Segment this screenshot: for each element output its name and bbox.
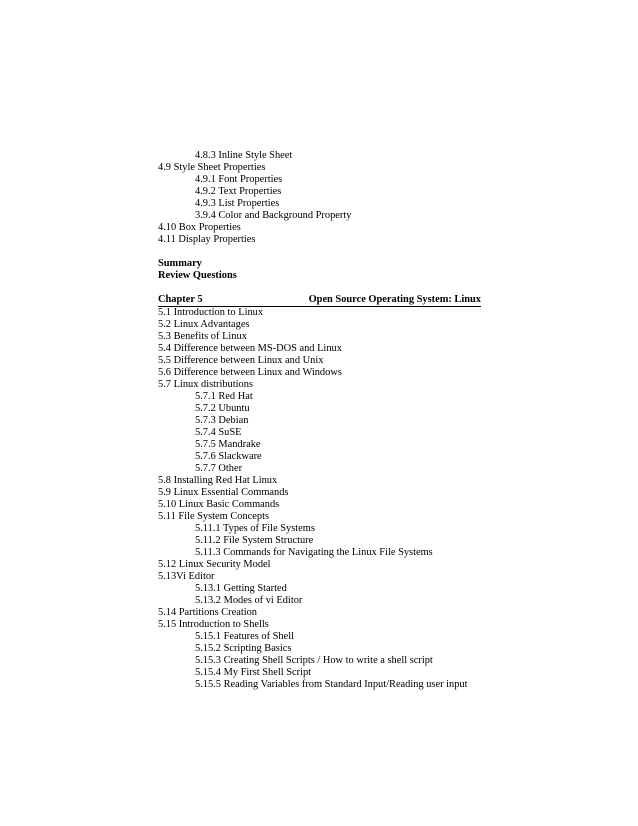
toc-entry: 5.7.3 Debian (195, 415, 249, 426)
chapter-label: Chapter 5 (158, 294, 203, 305)
toc-entry: 5.2 Linux Advantages (158, 319, 250, 330)
toc-entry: 4.9.3 List Properties (195, 198, 280, 209)
toc-entry: 5.12 Linux Security Model (158, 559, 271, 570)
chapter-title: Open Source Operating System: Linux (308, 294, 481, 305)
toc-entry: 5.4 Difference between MS-DOS and Linux (158, 343, 342, 354)
toc-entry: 5.10 Linux Basic Commands (158, 499, 280, 510)
summary-heading: Summary (158, 258, 202, 269)
review-questions-heading: Review Questions (158, 270, 237, 281)
chapter-5-list (158, 307, 488, 691)
toc-entry: 5.1 Introduction to Linux (158, 307, 264, 318)
toc-entry: 4.8.3 Inline Style Sheet (195, 150, 293, 161)
toc-entry: 5.15.1 Features of Shell (195, 631, 294, 642)
toc-entry: 5.13Vi Editor (158, 571, 215, 582)
toc-entry: 5.3 Benefits of Linux (158, 331, 247, 342)
table-of-contents (158, 150, 488, 691)
toc-entry: 5.7.4 SuSE (195, 427, 242, 438)
toc-entry: 4.9.1 Font Properties (195, 174, 283, 185)
toc-entry: 5.7.7 Other (195, 463, 243, 474)
toc-entry: 5.8 Installing Red Hat Linux (158, 475, 278, 486)
toc-entry: 5.15 Introduction to Shells (158, 619, 269, 630)
toc-entry: 5.11.1 Types of File Systems (195, 523, 315, 534)
toc-entry: 5.14 Partitions Creation (158, 607, 257, 618)
toc-entry: 4.9 Style Sheet Properties (158, 162, 266, 173)
toc-entry: 5.15.5 Reading Variables from Standard Input/Reading user input (195, 679, 468, 690)
spacer (158, 282, 488, 294)
toc-entry: 5.13.1 Getting Started (195, 583, 287, 594)
toc-entry: 5.15.3 Creating Shell Scripts / How to write a shell script (195, 655, 433, 666)
toc-entry: 5.9 Linux Essential Commands (158, 487, 289, 498)
toc-entry: 5.7.2 Ubuntu (195, 403, 250, 414)
toc-entry: 5.7.6 Slackware (195, 451, 262, 462)
toc-entry: 5.11 File System Concepts (158, 511, 270, 522)
toc-entry: 5.15.2 Scripting Basics (195, 643, 292, 654)
toc-entry: 5.11.2 File System Structure (195, 535, 314, 546)
chapter-5-heading (158, 294, 481, 307)
toc-entry: 5.6 Difference between Linux and Windows (158, 367, 342, 378)
toc-entry: 5.7.5 Mandrake (195, 439, 261, 450)
toc-entry: 5.15.4 My First Shell Script (195, 667, 312, 678)
toc-entry: 4.9.2 Text Properties (195, 186, 282, 197)
toc-entry: 5.7.1 Red Hat (195, 391, 253, 402)
toc-entry: 5.11.3 Commands for Navigating the Linux File Systems (195, 547, 433, 558)
toc-entry: 5.7 Linux distributions (158, 379, 253, 390)
section-4-list (158, 150, 488, 246)
toc-entry: 5.5 Difference between Linux and Unix (158, 355, 324, 366)
toc-entry: 4.11 Display Properties (158, 234, 256, 245)
toc-entry: 4.10 Box Properties (158, 222, 241, 233)
toc-entry: 3.9.4 Color and Background Property (195, 210, 352, 221)
spacer (158, 246, 488, 258)
toc-entry: 5.13.2 Modes of vi Editor (195, 595, 303, 606)
